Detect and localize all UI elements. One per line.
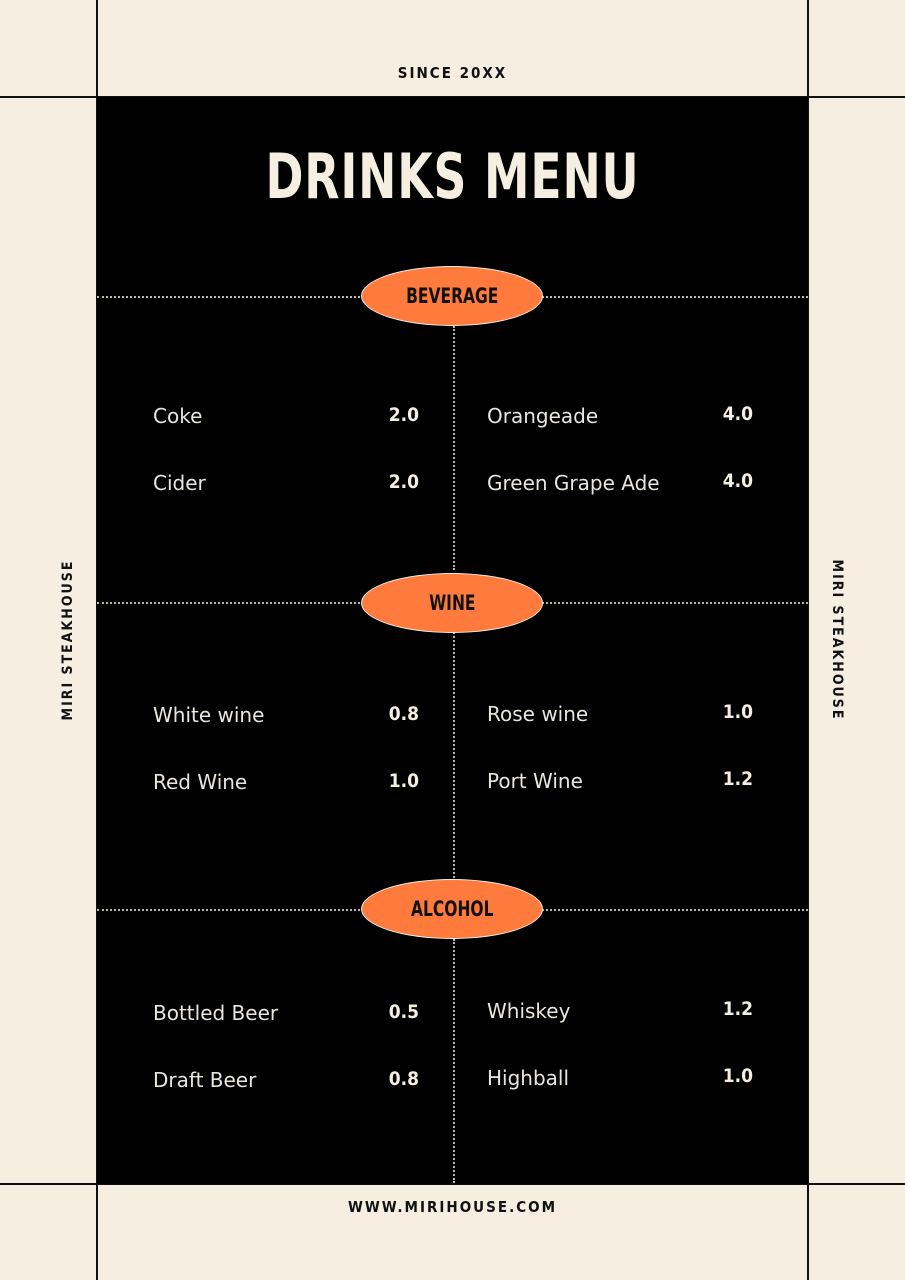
menu-item-name: Green Grape Ade [487,471,660,495]
section-badge-label: WINE [428,591,476,615]
section-badge-alcohol [361,879,543,939]
menu-item-name: Highball [487,1066,570,1090]
menu-item-price: 2.0 [388,471,419,493]
brand-label-left: MIRI STEAKHOUSE [60,559,76,721]
menu-item-price: 1.0 [722,1065,753,1087]
menu-item-name: Rose wine [487,702,589,726]
website-link[interactable]: WWW.MIRIHOUSE.COM [347,1198,558,1216]
menu-item-price: 0.5 [388,1001,419,1023]
menu-item-name: Draft Beer [153,1068,257,1092]
menu-item-price: 0.8 [388,1068,419,1090]
menu-item-price: 1.0 [722,701,753,723]
menu-item-name: Red Wine [153,770,248,794]
section-badge-label: BEVERAGE [405,284,499,308]
menu-item-name: Bottled Beer [153,1001,279,1025]
menu-item-price: 4.0 [722,403,753,425]
menu-item-price: 1.2 [722,998,753,1020]
section-badge-wine [361,573,543,633]
menu-item-price: 1.0 [388,770,419,792]
menu-item-name: Port Wine [487,769,583,793]
brand-label-right: MIRI STEAKHOUSE [829,559,845,721]
menu-item-price: 2.0 [388,404,419,426]
menu-item-price: 4.0 [722,470,753,492]
section-badge-label: ALCOHOL [410,897,494,921]
menu-item-price: 1.2 [722,768,753,790]
column-divider [453,632,455,878]
column-divider [453,939,455,1183]
menu-item-name: Whiskey [487,999,571,1023]
menu-item-price: 0.8 [388,703,419,725]
menu-item-name: White wine [153,703,265,727]
menu-item-name: Coke [153,404,203,428]
menu-item-name: Cider [153,471,206,495]
menu-item-name: Orangeade [487,404,599,428]
since-tagline: SINCE 20XX [397,64,508,82]
column-divider [453,326,455,570]
section-badge-beverage [361,266,543,326]
page-title: DRINKS MENU [265,140,640,213]
